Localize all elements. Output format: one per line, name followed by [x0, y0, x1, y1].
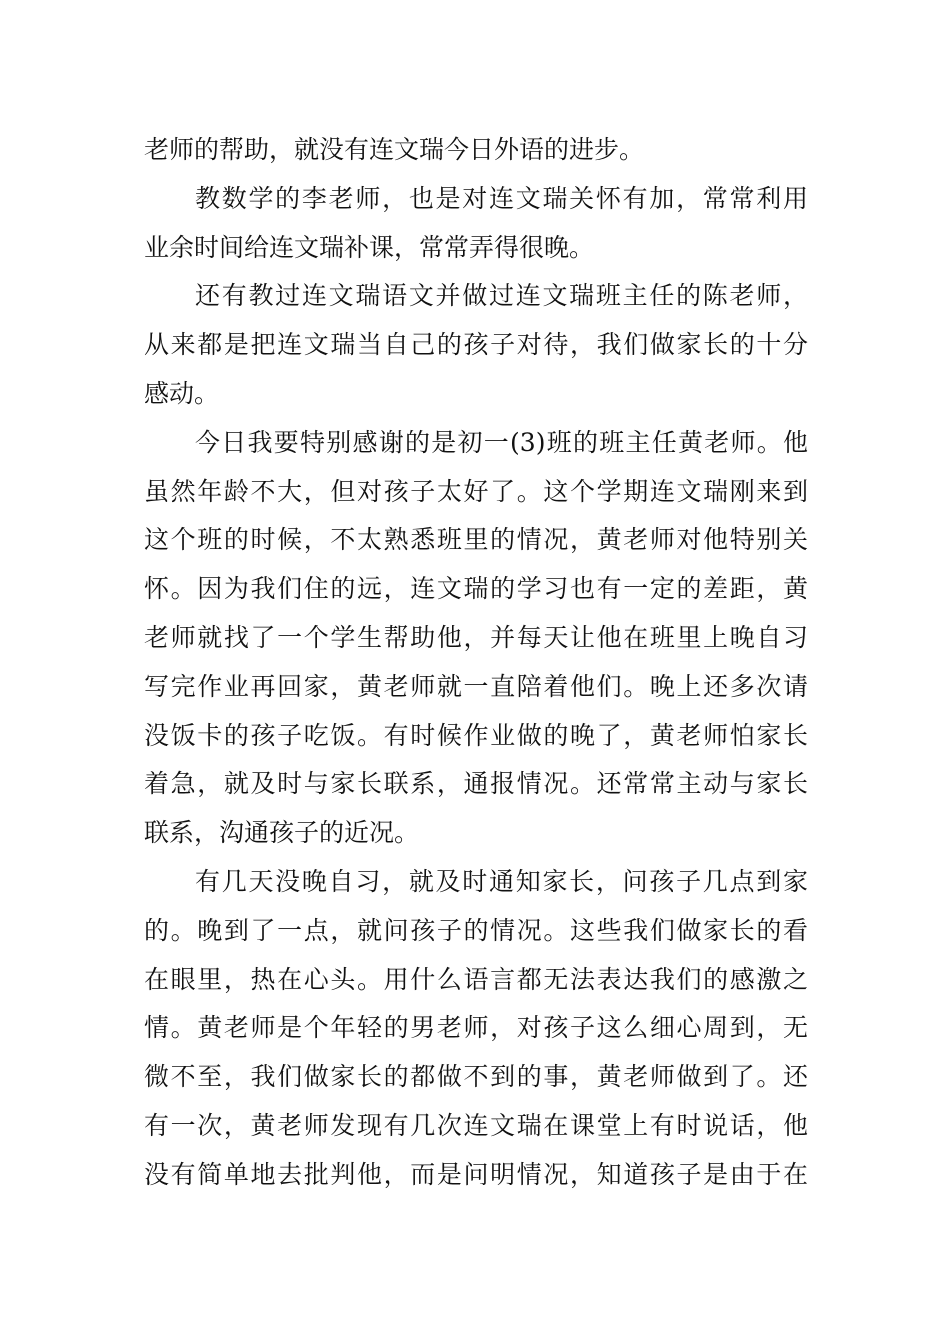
paragraph-4-line-5: 老师就找了一个学生帮助他，并每天让他在班里上晚自习 [144, 622, 808, 652]
paragraph-4-line-2: 虽然年龄不大，但对孩子太好了。这个学期连文瑞刚来到 [144, 476, 808, 506]
paragraph-1-line-1: 老师的帮助，就没有连文瑞今日外语的进步。 [144, 135, 645, 164]
paragraph-4-line-7: 没饭卡的孩子吃饭。有时候作业做的晚了，黄老师怕家长 [144, 720, 808, 750]
paragraph-2-line-2: 业余时间给连文瑞补课，常常弄得很晚。 [144, 232, 595, 262]
paragraph-5-line-6: 有一次，黄老师发现有几次连文瑞在课堂上有时说话，他 [144, 1110, 808, 1140]
paragraph-5-line-3: 在眼里，热在心头。用什么语言都无法表达我们的感激之 [144, 964, 808, 994]
paragraph-5-line-4: 情。黄老师是个年轻的男老师，对孩子这么细心周到，无 [144, 1013, 808, 1043]
paragraph-5-line-2: 的。晚到了一点，就问孩子的情况。这些我们做家长的看 [144, 915, 808, 945]
paragraph-4-line-4: 怀。因为我们住的远，连文瑞的学习也有一定的差距，黄 [144, 574, 808, 604]
paragraph-3-line-2: 从来都是把连文瑞当自己的孩子对待，我们做家长的十分 [144, 330, 808, 360]
paragraph-5-line-1: 有几天没晚自习，就及时通知家长，问孩子几点到家 [195, 866, 808, 896]
paragraph-5-line-7: 没有简单地去批判他，而是问明情况，知道孩子是由于在 [144, 1159, 808, 1189]
paragraph-3-line-1: 还有教过连文瑞语文并做过连文瑞班主任的陈老师， [195, 281, 808, 311]
paragraph-2-line-1: 教数学的李老师，也是对连文瑞关怀有加，常常利用 [195, 183, 808, 213]
paragraph-4-line-6: 写完作业再回家，黄老师就一直陪着他们。晚上还多次请 [144, 671, 808, 701]
body-text [144, 126, 808, 1200]
paragraph-4-line-3: 这个班的时候，不太熟悉班里的情况，黄老师对他特别关 [144, 525, 808, 555]
paragraph-3-line-3: 感动。 [144, 378, 220, 408]
paragraph-4-line-1: 今日我要特别感谢的是初一(3)班的班主任黄老师。他 [195, 427, 808, 457]
paragraph-4-line-9: 联系，沟通孩子的近况。 [144, 818, 420, 848]
paragraph-4-line-8: 着急，就及时与家长联系，通报情况。还常常主动与家长 [144, 769, 808, 799]
paragraph-5-line-5: 微不至，我们做家长的都做不到的事，黄老师做到了。还 [144, 1062, 808, 1092]
